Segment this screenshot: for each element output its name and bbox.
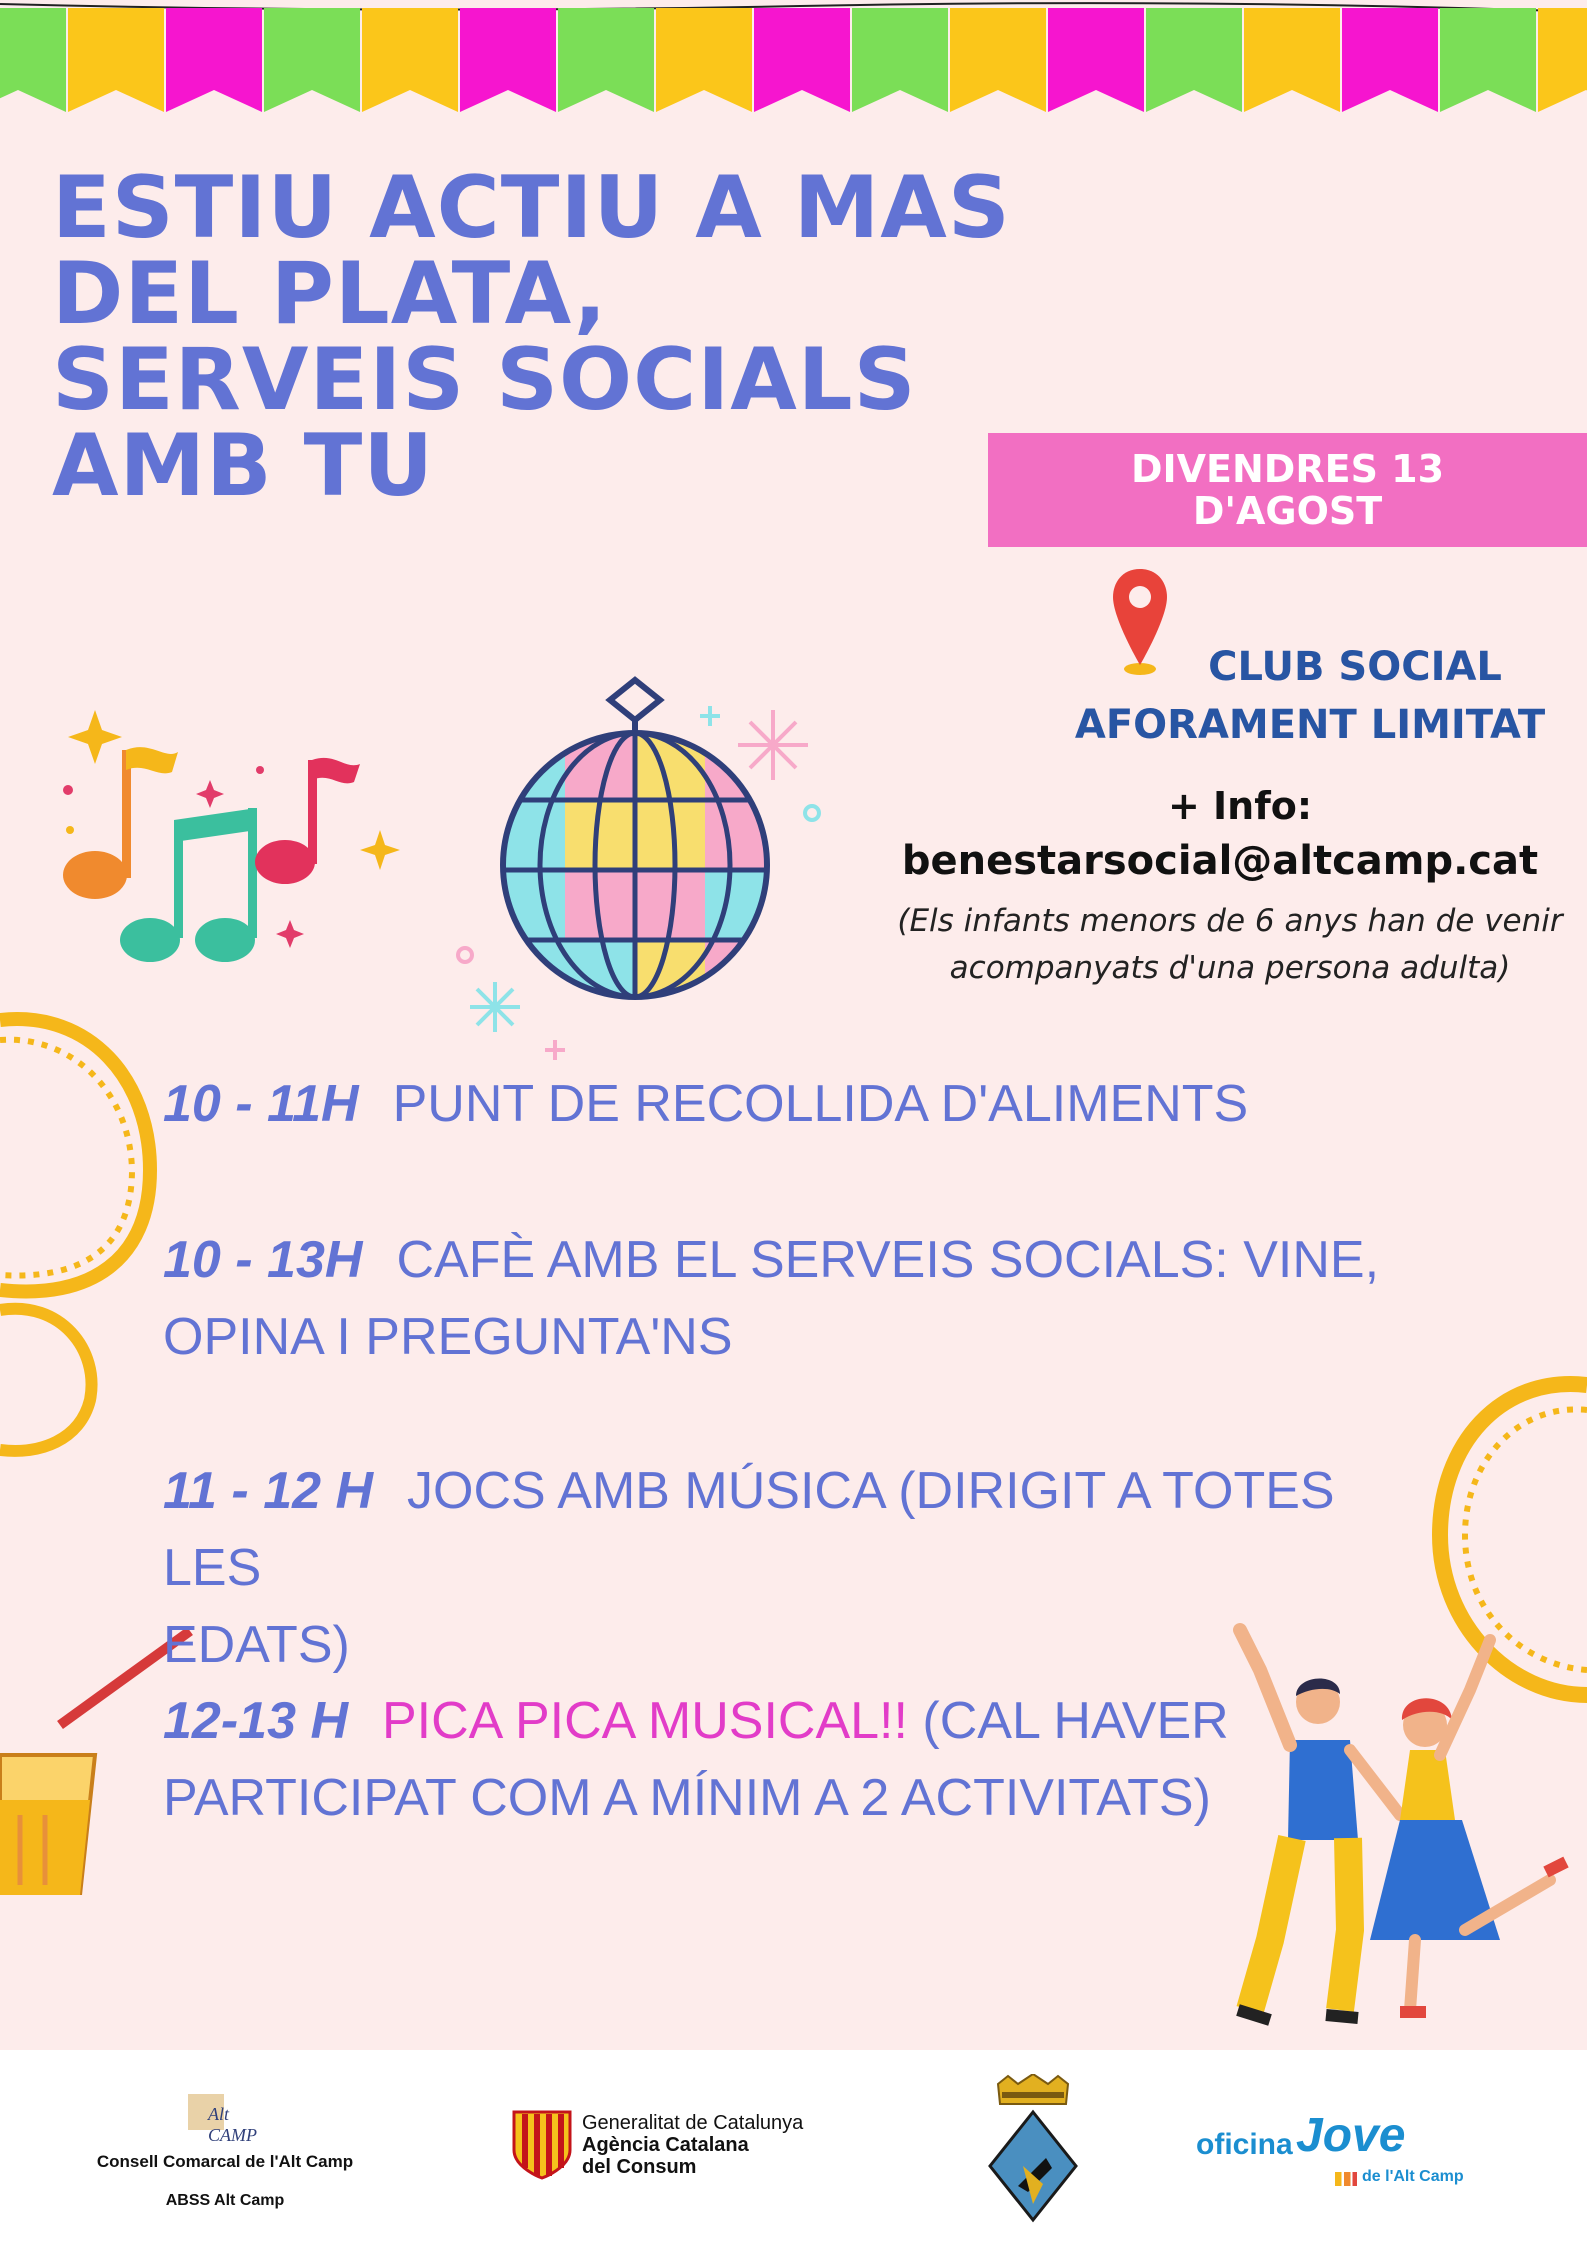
bunting-flag xyxy=(1538,8,1587,112)
generalitat-label: Generalitat de Catalunya xyxy=(582,2112,804,2134)
alt-camp-logo xyxy=(180,2086,270,2146)
bunting-decoration xyxy=(0,0,1587,140)
bunting-flag xyxy=(68,8,164,112)
schedule-text-cont: EDATS) xyxy=(163,1616,350,1674)
abss-label: ABSS Alt Camp xyxy=(165,2192,285,2209)
oficina-jove-sub: de l'Alt Camp xyxy=(1362,2168,1464,2185)
schedule-time: 12-13 H xyxy=(163,1692,348,1750)
schedule-highlight: PICA PICA MUSICAL!! xyxy=(382,1692,908,1750)
agencia-consum-logo-text xyxy=(582,2112,803,2178)
schedule-text-cont: OPINA I PREGUNTA'NS xyxy=(163,1308,733,1366)
title-line-2: DEL PLATA, xyxy=(52,244,608,344)
bunting-flag xyxy=(852,8,948,112)
bunting-flag xyxy=(1146,8,1242,112)
children-note-line-1: (Els infants menors de 6 anys han de venir xyxy=(897,903,1563,939)
bunting-flag xyxy=(754,8,850,112)
bunting-flag xyxy=(264,8,360,112)
schedule-text: (CAL HAVER xyxy=(907,1692,1229,1750)
schedule-item-2 xyxy=(163,1222,1423,1376)
bunting-flag xyxy=(0,8,66,112)
bunting-flag xyxy=(1244,8,1340,112)
bunting-flag xyxy=(166,8,262,112)
date-banner xyxy=(988,433,1587,547)
info-label: + Info: xyxy=(1167,784,1313,828)
footer-logos xyxy=(0,2050,1587,2245)
poster-title xyxy=(52,158,1052,516)
schedule-item-4 xyxy=(163,1683,1423,1837)
bunting-flag xyxy=(558,8,654,112)
schedule-text-cont: PARTICIPAT COM A MÍNIM A 2 ACTIVITATS) xyxy=(163,1769,1211,1827)
schedule-time: 11 - 12 H xyxy=(163,1462,374,1520)
generalitat-shield-icon xyxy=(512,2110,572,2180)
bunting-flag xyxy=(1048,8,1144,112)
title-line-3: SERVEIS SOCIALS xyxy=(52,330,917,430)
bunting-flag xyxy=(362,8,458,112)
town-coat-of-arms-icon xyxy=(988,2074,1078,2224)
bunting-flag xyxy=(1342,8,1438,112)
schedule-text: JOCS AMB MÚSICA (DIRIGIT A TOTES LES xyxy=(163,1462,1335,1597)
schedule-text: PUNT DE RECOLLIDA D'ALIMENTS xyxy=(392,1075,1249,1133)
oficina-label: oficina xyxy=(1196,2128,1293,2161)
children-note-line-2: acompanyats d'una persona adulta) xyxy=(949,950,1511,986)
bunting-flag xyxy=(1440,8,1536,112)
bunting-flag xyxy=(950,8,1046,112)
jove-label: Jove xyxy=(1296,2109,1406,2162)
location-block xyxy=(1060,638,1560,754)
bunting-flag xyxy=(656,8,752,112)
capacity-note: AFORAMENT LIMITAT xyxy=(1074,702,1546,748)
agencia-label: Agència Catalana xyxy=(582,2134,749,2156)
schedule-item-3 xyxy=(163,1453,1423,1684)
alt-camp-mark: Alt CAMP xyxy=(208,2104,257,2145)
contact-email[interactable]: benestarsocial@altcamp.cat xyxy=(901,838,1539,884)
date-line-2: D'AGOST xyxy=(1192,489,1383,533)
oficina-jove-bars-icon xyxy=(1335,2172,1357,2186)
title-line-1: ESTIU ACTIU A MAS xyxy=(52,158,1011,258)
disco-ball-icon xyxy=(455,670,835,1070)
location-name: CLUB SOCIAL xyxy=(1208,644,1502,690)
schedule-time: 10 - 11H xyxy=(163,1075,359,1133)
date-line-1: DIVENDRES 13 xyxy=(1130,447,1445,491)
schedule-item-1 xyxy=(163,1066,1423,1143)
consum-label: del Consum xyxy=(582,2156,697,2178)
schedule-time: 10 - 13H xyxy=(163,1231,363,1289)
children-note xyxy=(890,898,1570,992)
consell-comarcal-name: Consell Comarcal de l'Alt Camp xyxy=(96,2152,354,2171)
yellow-ring-left xyxy=(0,990,180,1470)
schedule-text: CAFÈ AMB EL SERVEIS SOCIALS: VINE, xyxy=(396,1231,1380,1289)
title-line-4: AMB TU xyxy=(52,416,435,516)
bunting-flag xyxy=(460,8,556,112)
music-notes-illustration xyxy=(40,690,400,980)
